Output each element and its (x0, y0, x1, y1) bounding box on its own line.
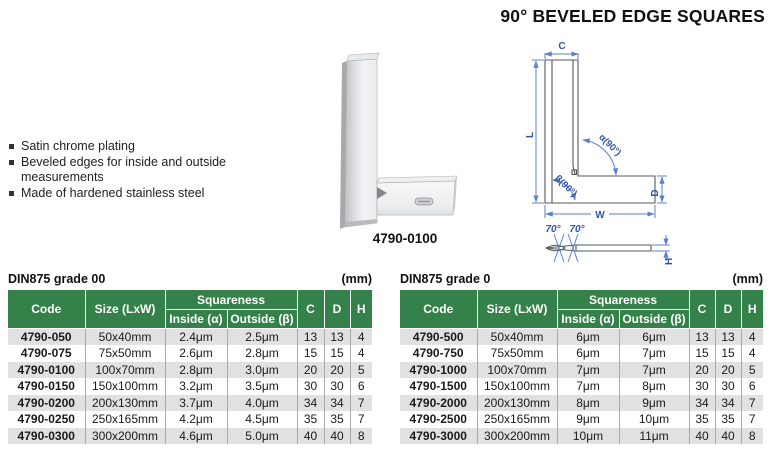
cell: 9μm (557, 411, 619, 428)
cell: 150x100mm (85, 378, 165, 395)
cell: 75x50mm (477, 345, 557, 362)
cell: 4790-0150 (8, 378, 85, 395)
cell: 4 (741, 345, 763, 362)
col-header-outside: Outside (β) (619, 310, 689, 329)
cell: 5 (741, 362, 763, 379)
cell: 3.5μm (227, 378, 297, 395)
cell: 4.2μm (165, 411, 227, 428)
cell: 15 (715, 345, 741, 362)
technical-diagram (512, 36, 771, 268)
cell: 3.0μm (227, 362, 297, 379)
table-row (8, 345, 372, 362)
cell: 4790-3000 (400, 428, 477, 445)
cell: 6 (350, 378, 372, 395)
dim-label-l: L (525, 131, 536, 139)
cell: 50x40mm (477, 329, 557, 346)
col-header-d: D (324, 290, 350, 329)
cell: 50x40mm (85, 329, 165, 346)
dim-label-h: H (664, 257, 675, 265)
cell: 9μm (619, 395, 689, 412)
feature-text: Made of hardened stainless steel (21, 185, 205, 200)
spec-table-grade0 (400, 271, 763, 444)
cell: 8 (741, 428, 763, 445)
table-row (8, 395, 372, 412)
cell: 100x70mm (477, 362, 557, 379)
product-photo (330, 50, 480, 232)
cell: 4.0μm (227, 395, 297, 412)
cell: 40 (297, 428, 324, 445)
cell: 4 (741, 329, 763, 346)
cell: 4790-050 (8, 329, 85, 346)
cell: 30 (297, 378, 324, 395)
col-header-code: Code (400, 290, 477, 329)
cell: 4790-2000 (400, 395, 477, 412)
cell: 2.4μm (165, 329, 227, 346)
bevel-angle-left: 70° (545, 224, 561, 235)
spec-table (400, 289, 763, 444)
cell: 6μm (557, 329, 619, 346)
cell: 250x165mm (477, 411, 557, 428)
cell: 35 (689, 411, 715, 428)
cell: 4790-0200 (8, 395, 85, 412)
cell: 300x200mm (85, 428, 165, 445)
cell: 20 (297, 362, 324, 379)
table-row (8, 411, 372, 428)
cell: 6μm (619, 329, 689, 346)
feature-item (8, 186, 236, 202)
cell: 4.5μm (227, 411, 297, 428)
table-row (400, 362, 763, 379)
cell: 150x100mm (477, 378, 557, 395)
table-row (8, 329, 372, 346)
cell: 4790-075 (8, 345, 85, 362)
cell: 7 (350, 411, 372, 428)
bullet-icon (9, 144, 14, 149)
cell: 2.5μm (227, 329, 297, 346)
cell: 4790-0100 (8, 362, 85, 379)
product-code-label: 4790-0100 (372, 231, 438, 246)
cell: 8μm (557, 395, 619, 412)
cell: 10μm (619, 411, 689, 428)
cell: 4790-0300 (8, 428, 85, 445)
cell: 8 (350, 428, 372, 445)
cell: 11μm (619, 428, 689, 445)
bevel-angle-right: 70° (569, 224, 585, 235)
cell: 7μm (619, 345, 689, 362)
cell: 13 (689, 329, 715, 346)
cell: 15 (297, 345, 324, 362)
dim-label-w: W (595, 210, 605, 221)
col-header-c: C (297, 290, 324, 329)
cell: 2.8μm (227, 345, 297, 362)
feature-text: Beveled edges for inside and outside measurements (21, 154, 227, 184)
beveled-square-photo (330, 50, 480, 232)
cell: 34 (715, 395, 741, 412)
dimension-diagram (512, 36, 771, 268)
cell: 15 (689, 345, 715, 362)
cell: 8μm (619, 378, 689, 395)
cell: 7 (741, 395, 763, 412)
cell: 7μm (557, 362, 619, 379)
cell: 4790-750 (400, 345, 477, 362)
cell: 4.6μm (165, 428, 227, 445)
cell: 30 (689, 378, 715, 395)
feature-item (8, 155, 236, 186)
cell: 7μm (619, 362, 689, 379)
dim-label-d: D (650, 189, 661, 197)
cell: 7μm (557, 378, 619, 395)
feature-text: Satin chrome plating (21, 139, 135, 153)
dim-label-c: C (558, 41, 566, 52)
cell: 34 (297, 395, 324, 412)
cell: 6μm (557, 345, 619, 362)
cell: 250x165mm (85, 411, 165, 428)
col-header-outside: Outside (β) (227, 310, 297, 329)
cell: 13 (297, 329, 324, 346)
table-row (400, 428, 763, 445)
cell: 2.6μm (165, 345, 227, 362)
col-header-d: D (715, 290, 741, 329)
cell: 4790-500 (400, 329, 477, 346)
cell: 34 (689, 395, 715, 412)
col-header-inside: Inside (α) (557, 310, 619, 329)
cell: 6 (741, 378, 763, 395)
cell: 30 (324, 378, 350, 395)
col-header-squareness: Squareness (165, 290, 297, 310)
cell: 3.7μm (165, 395, 227, 412)
col-header-h: H (350, 290, 372, 329)
cell: 5 (350, 362, 372, 379)
table-row (400, 411, 763, 428)
unit-label: (mm) (732, 272, 763, 286)
table-row (8, 362, 372, 379)
col-header-size: Size (LxW) (477, 290, 557, 329)
cell: 15 (324, 345, 350, 362)
table-row (400, 345, 763, 362)
cell: 35 (297, 411, 324, 428)
feature-item (8, 139, 236, 155)
col-header-h: H (741, 290, 763, 329)
table-row (400, 395, 763, 412)
col-header-inside: Inside (α) (165, 310, 227, 329)
angle-label-alpha: α(90°) (596, 132, 624, 159)
table-row (400, 378, 763, 395)
cell: 20 (715, 362, 741, 379)
table-caption: DIN875 grade 0 (400, 272, 491, 286)
cell: 40 (715, 428, 741, 445)
unit-label: (mm) (341, 272, 372, 286)
cell: 40 (324, 428, 350, 445)
cell: 75x50mm (85, 345, 165, 362)
cell: 7 (350, 395, 372, 412)
col-header-c: C (689, 290, 715, 329)
cell: 34 (324, 395, 350, 412)
spec-table (8, 289, 372, 444)
table-row (400, 329, 763, 346)
cell: 35 (324, 411, 350, 428)
cell: 20 (324, 362, 350, 379)
cell: 4 (350, 329, 372, 346)
angle-label-beta: β(90°) (552, 173, 580, 200)
cell: 20 (689, 362, 715, 379)
page-title: 90° BEVELED EDGE SQUARES (500, 6, 765, 26)
col-header-squareness: Squareness (557, 290, 689, 310)
cell: 40 (689, 428, 715, 445)
table-caption: DIN875 grade 00 (8, 272, 106, 286)
cell: 30 (715, 378, 741, 395)
cell: 100x70mm (85, 362, 165, 379)
cell: 4790-0250 (8, 411, 85, 428)
cell: 5.0μm (227, 428, 297, 445)
cell: 3.2μm (165, 378, 227, 395)
bullet-icon (9, 191, 14, 196)
cell: 200x130mm (477, 395, 557, 412)
cell: 4790-1500 (400, 378, 477, 395)
edge-profile-outline (546, 245, 651, 251)
bullet-icon (9, 160, 14, 165)
cell: 300x200mm (477, 428, 557, 445)
table-row (8, 378, 372, 395)
col-header-size: Size (LxW) (85, 290, 165, 329)
cell: 7 (741, 411, 763, 428)
spec-table-grade00 (8, 271, 372, 444)
cell: 4790-1000 (400, 362, 477, 379)
feature-list (8, 139, 236, 201)
cell: 4790-2500 (400, 411, 477, 428)
table-row (8, 428, 372, 445)
cell: 35 (715, 411, 741, 428)
cell: 200x130mm (85, 395, 165, 412)
cell: 13 (324, 329, 350, 346)
col-header-code: Code (8, 290, 85, 329)
cell: 10μm (557, 428, 619, 445)
cell: 4 (350, 345, 372, 362)
cell: 2.8μm (165, 362, 227, 379)
cell: 13 (715, 329, 741, 346)
